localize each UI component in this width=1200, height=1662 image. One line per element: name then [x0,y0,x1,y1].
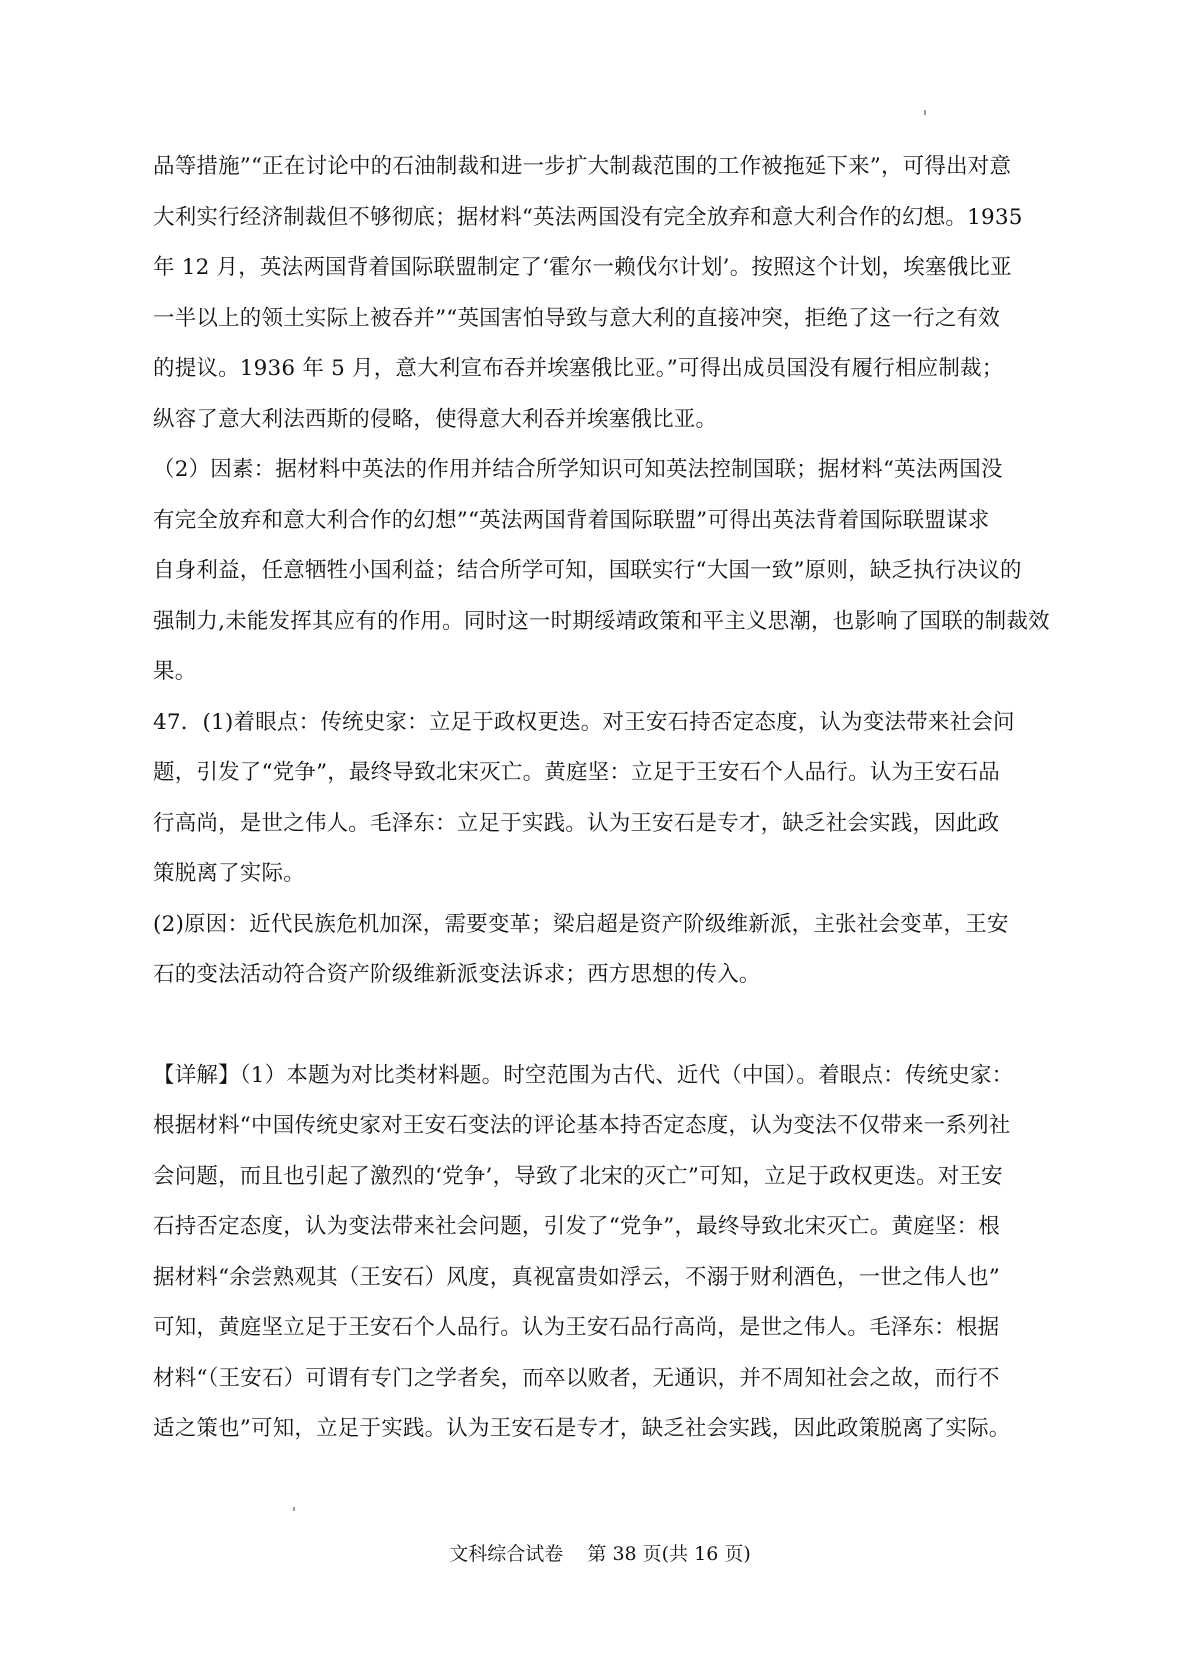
detail-line: 【详解】（1）本题为对比类材料题。时空范围为古代、近代（中国）。着眼点：传统史家： [153,1062,1014,1088]
text-line: 品等措施”“正在讨论中的石油制裁和进一步扩大制裁范围的工作被拖延下来”，可得出对意 [153,154,1012,179]
text-line: 石的变法活动符合资产阶级维新派变法诉求；西方思想的传入。 [153,962,761,987]
text-line: 强制力,未能发挥其应有的作用。同时这一时期绥靖政策和平主义思潮，也影响了国联的制裁效 [153,608,1050,634]
text-line: 策脱离了实际。 [153,861,305,886]
text-line: 行高尚，是世之伟人。毛泽东：立足于实践。认为王安石是专才，缺乏社会实践，因此政 [153,810,1000,836]
text-line: 47．(1)着眼点：传统史家：立足于政权更迭。对王安石持否定态度，认为变法带来社会问 [153,709,1015,735]
detail-line: 适之策也”可知，立足于实践。认为王安石是专才，缺乏社会实践，因此政策脱离了实际。 [153,1416,1011,1441]
detail-line: 会问题，而且也引起了激烈的‘党争’，导致了北宋的灭亡”可知，立足于政权更迭。对王安 [153,1163,1003,1189]
answer-text [153,152,1053,1465]
text-line: 大利实行经济制裁但不够彻底；据材料“英法两国没有完全放弃和意大利合作的幻想。1935 [153,204,1023,230]
text-line: 题，引发了“党争”，最终导致北宋灭亡。黄庭坚：立足于王安石个人品行。认为王安石品 [153,760,1000,785]
text-line: 的提议。1936 年 5 月，意大利宣布吞并埃塞俄比亚。”可得出成员国没有履行相应制裁； [153,356,1004,381]
text-line: (2)原因：近代民族危机加深，需要变革；梁启超是资产阶级维新派，主张社会变革，王安 [153,911,1009,937]
text-line: 自身利益，任意牺牲小国利益；结合所学可知，国联实行“大国一致”原则，缺乏执行决议的 [153,558,1022,583]
text-line: 果。 [153,659,197,684]
text-line: （2）因素：据材料中英法的作用并结合所学知识可知英法控制国联；据材料“英法两国没 [153,457,1003,482]
text-line: 有完全放弃和意大利合作的幻想”“英法两国背着国际联盟”可得出英法背着国际联盟谋求 [153,507,990,533]
detail-line: 可知，黄庭坚立足于王安石个人品行。认为王安石品行高尚，是世之伟人。毛泽东：根据 [153,1315,1000,1340]
detail-line: 石持否定态度，认为变法带来社会问题，引发了“党争”，最终导致北宋灭亡。黄庭坚：根 [153,1214,1000,1239]
scan-speck [293,1507,295,1511]
page-footer: 文科综合试卷 第 38 页(共 16 页) [449,1543,751,1565]
text-line: 一半以上的领土实际上被吞并”“英国害怕导致与意大利的直接冲突，拒绝了这一行之有效 [153,305,1000,331]
paragraph-gap [153,1011,1053,1061]
scan-speck [924,110,926,115]
detail-line: 据材料“余尝熟观其（王安石）风度，真视富贵如浮云，不溺于财利酒色，一世之伟人也” [153,1264,1000,1290]
text-line: 年 12 月，英法两国背着国际联盟制定了‘霍尔一赖伐尔计划’。按照这个计划，埃塞俄比亚 [153,255,1012,280]
detail-line: 根据材料“中国传统史家对王安石变法的评论基本持否定态度，认为变法不仅带来一系列社 [153,1113,1011,1138]
detail-line: 材料“（王安石）可谓有专门之学者矣，而卒以败者，无通识，并不周知社会之故，而行不 [153,1365,1000,1391]
text-line: 纵容了意大利法西斯的侵略，使得意大利吞并埃塞俄比亚。 [153,406,718,432]
